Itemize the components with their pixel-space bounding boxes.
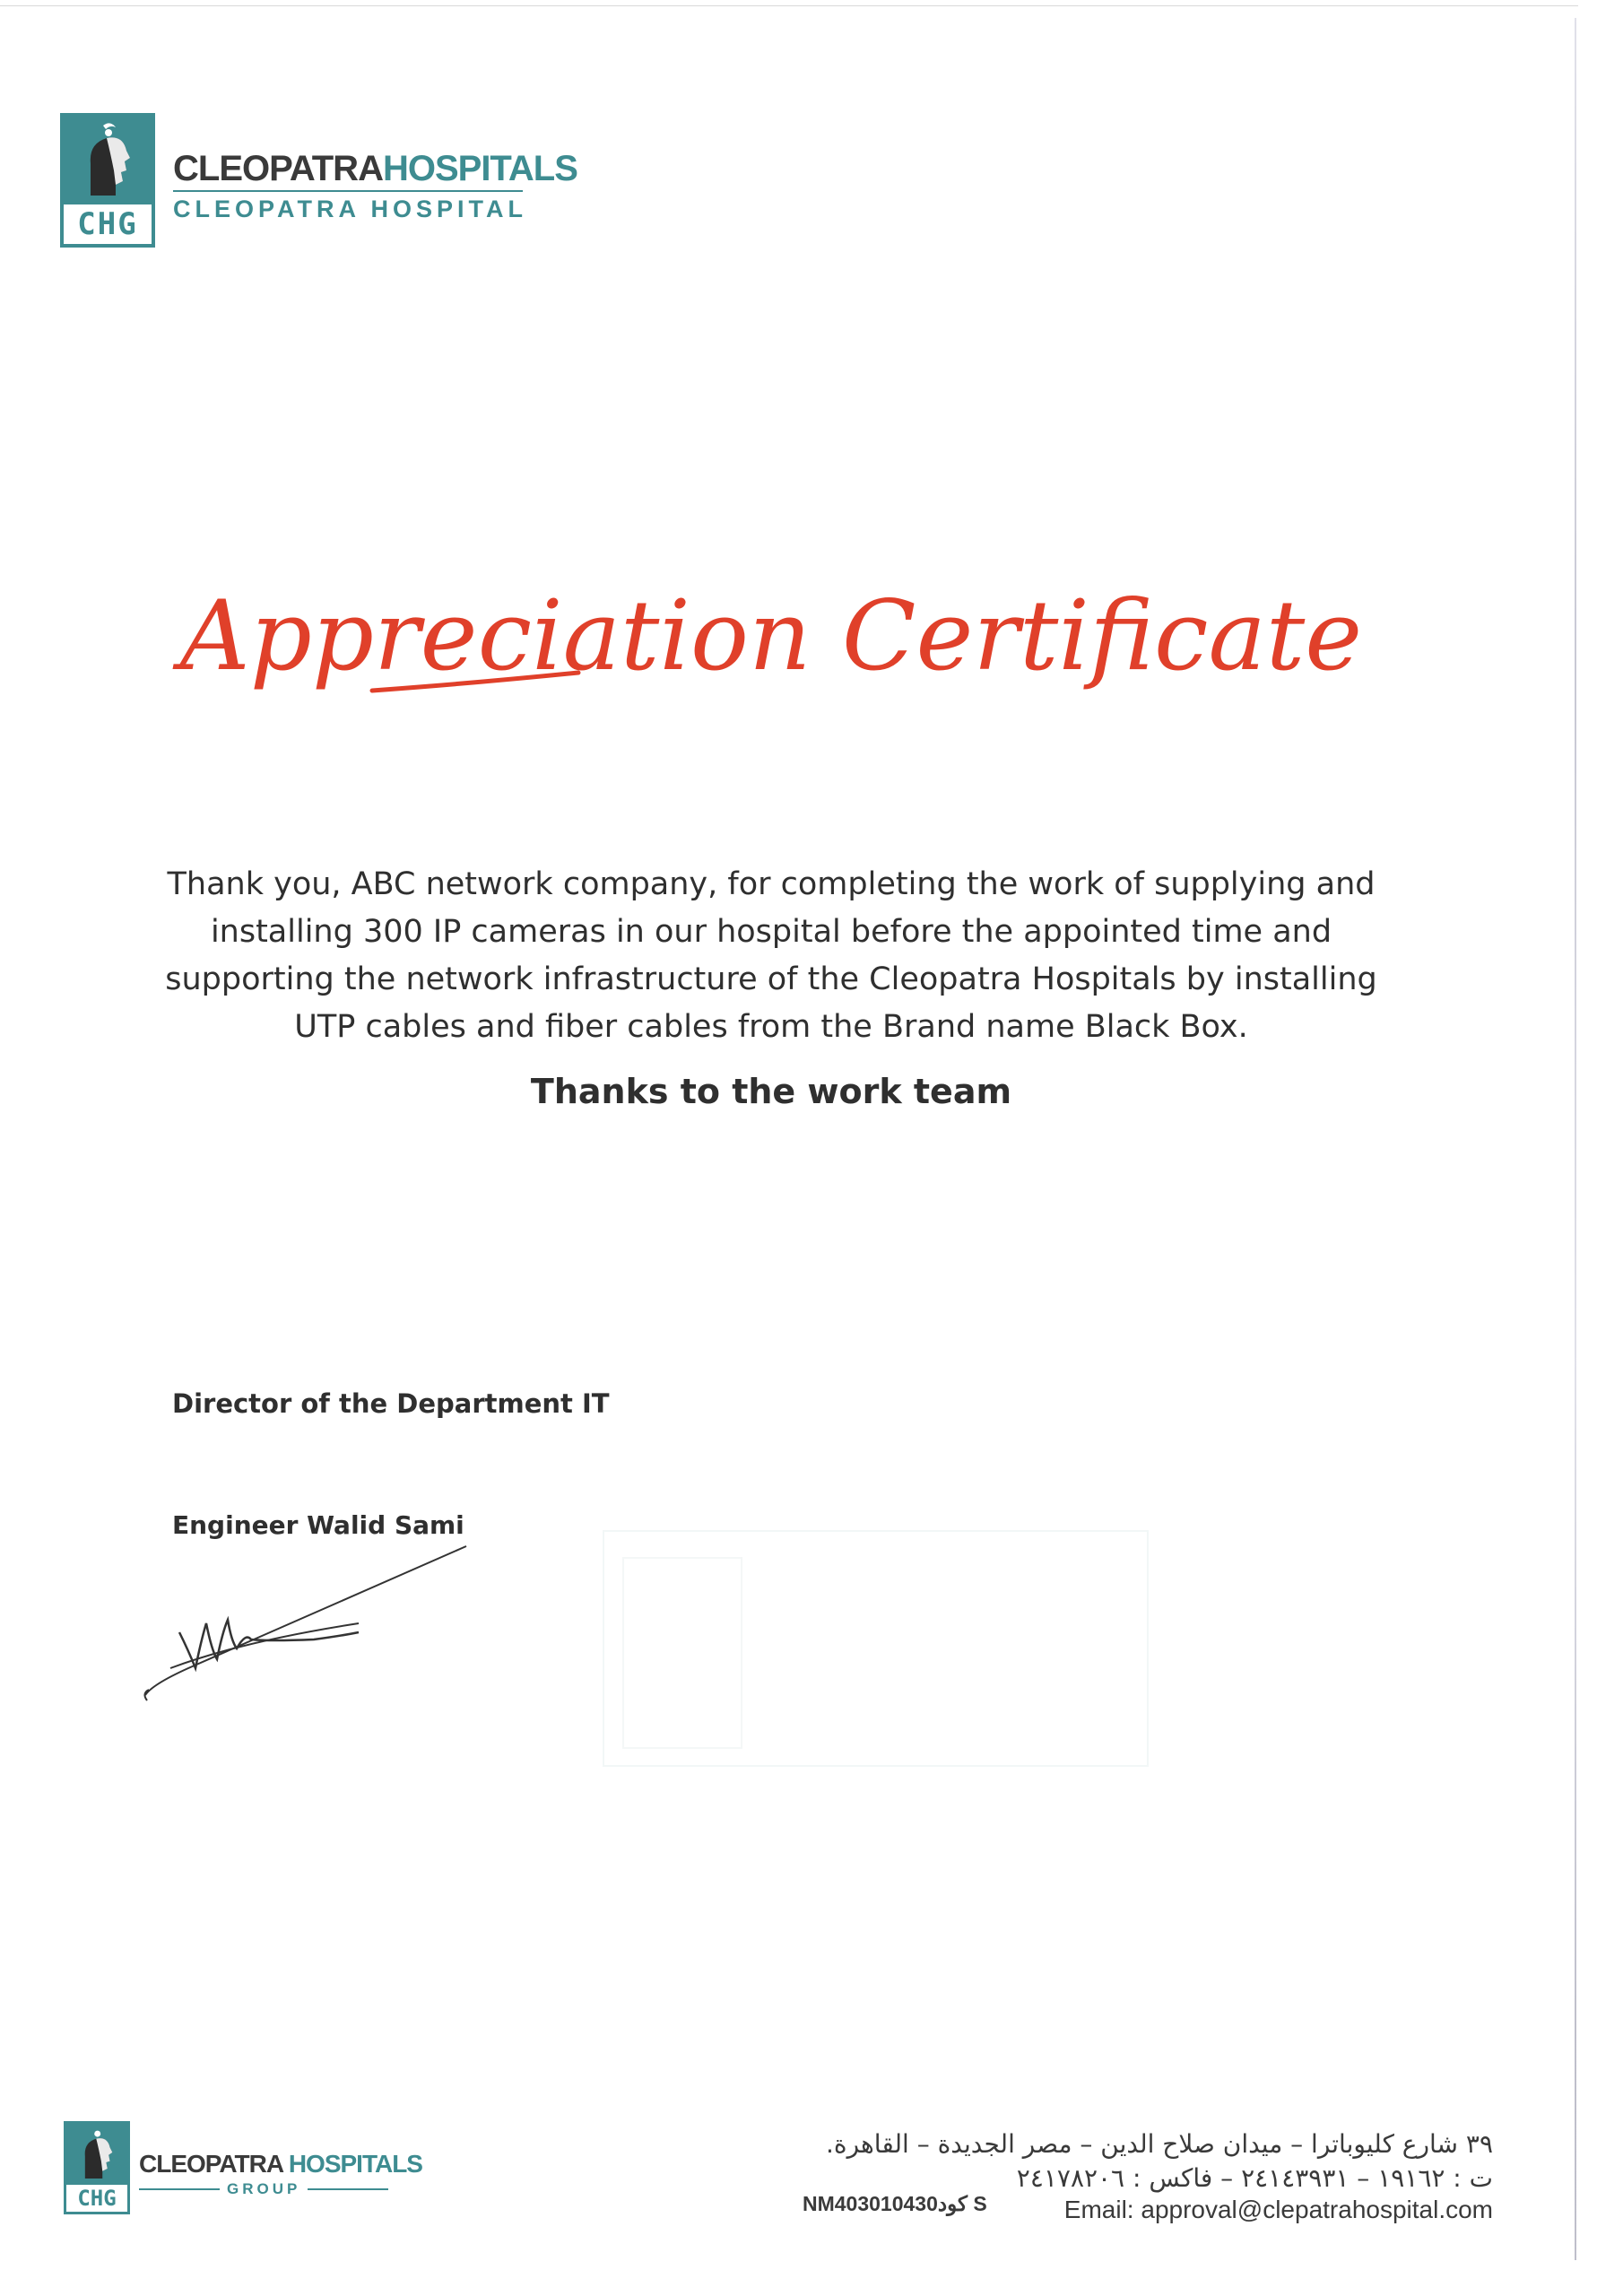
footer-brand-line [139,2150,422,2179]
signatory-name: Engineer Walid Sami [172,1510,464,1540]
footer-address [826,2127,1493,2196]
signatory-role: Director of the Department IT [172,1388,610,1419]
handwritten-signature [135,1534,493,1713]
thanks-line: Thanks to the work team [530,1072,1012,1111]
footer-email: Email: approval@clepatrahospital.com [1063,2196,1493,2223]
footer-group-row [139,2180,422,2198]
certificate-body: Thank you, ABC network company, for completing the work of supplying and installing 300 IP cameras in our hospital before the appointed time and supporting the network infrastructure of the Cleopatra Hospitals by installing UTP cables and fiber cables from the Brand name Black Box. [165,866,1377,1045]
footer-cleopatra-head-icon [66,2124,127,2185]
footer-group-label: GROUP [227,2180,301,2197]
brand-line [173,149,577,188]
logo-mark-text: CHG [77,206,138,242]
cleopatra-head-icon [64,117,152,204]
footer-logo-mark-text: CHG [77,2186,117,2211]
footer-brand-part1: CLEOPATRA [139,2150,283,2178]
footer-address-line1: ٣٩ شارع كليوباترا – ميدان صلاح الدين – مصر الجديدة – القاهرة. [826,2129,1493,2159]
brand-divider [173,190,523,192]
footer-logo [64,2121,422,2214]
right-scan-edge [1575,18,1576,2260]
header-logo [60,113,577,248]
brand-part2: HOSPITALS [382,149,577,188]
footer-logo-text [139,2150,422,2198]
footer-code: NM403010430كود S [803,2192,987,2215]
logo-box [60,113,155,248]
brand-part1: CLEOPATRA [173,149,383,188]
footer-address-line2: ت : ١٩١٦٢ – ٢٤١٤٣٩٣١ – فاكس : ٢٤١٧٨٢٠٦ [1016,2163,1493,2193]
footer-logo-box [64,2121,130,2214]
certificate-title: Appreciation Certificate [179,580,1363,692]
top-scan-line [0,5,1578,6]
brand-subline: CLEOPATRA HOSPITAL [173,196,527,222]
footer-brand-part2: HOSPITALS [288,2150,422,2178]
faded-stamp [603,1530,1149,1767]
logo-text [173,149,577,222]
